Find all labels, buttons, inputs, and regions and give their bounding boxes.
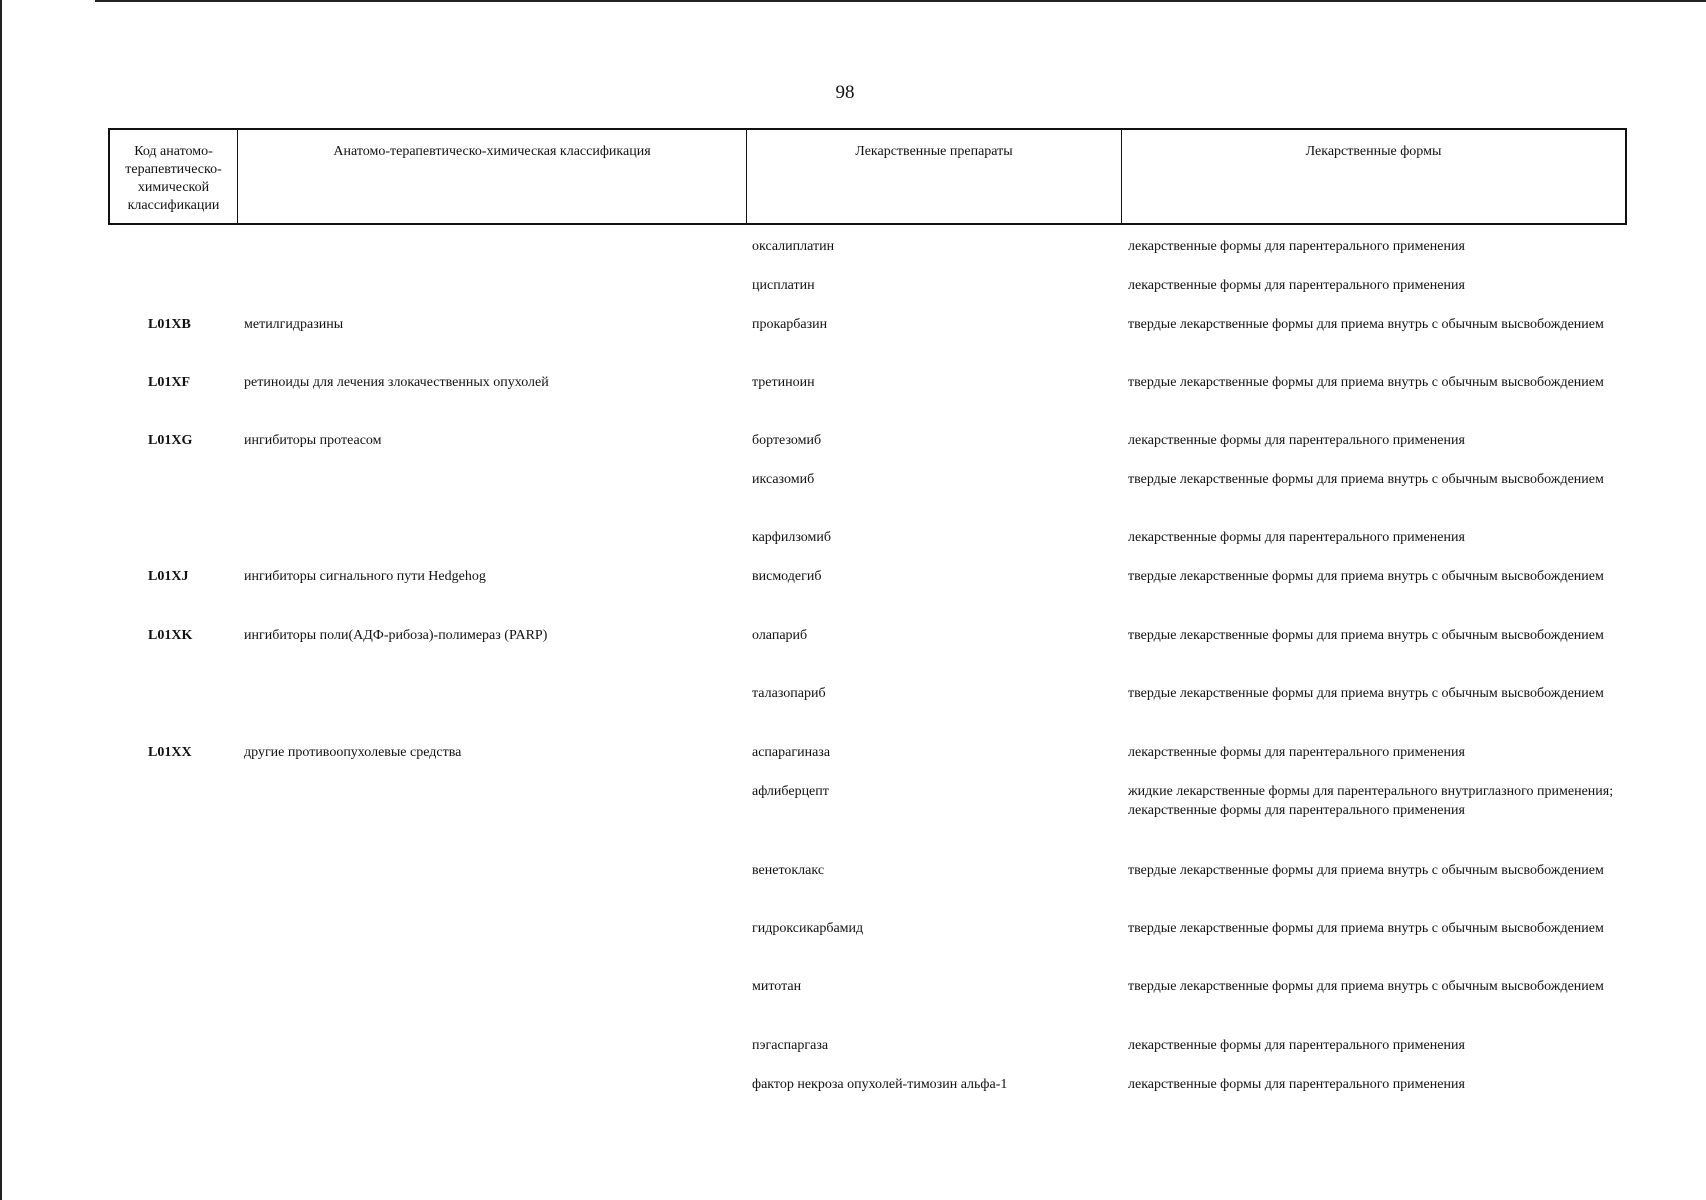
atc-classification: ингибиторы протеасом	[244, 433, 382, 448]
dosage-forms	[1128, 977, 1622, 996]
atc-code: L01XX	[148, 745, 192, 760]
dosage-forms	[1128, 315, 1622, 334]
atc-classification: ингибиторы сигнального пути Hedgehog	[244, 569, 486, 584]
drug-name: бортезомиб	[752, 433, 822, 448]
dosage-forms	[1128, 782, 1622, 820]
dosage-forms	[1128, 528, 1622, 547]
dosage-form-entry: твердые лекарственные формы для приема внутрь с обычным высвобождением	[1128, 375, 1604, 390]
dosage-form-entry: твердые лекарственные формы для приема внутрь с обычным высвобождением	[1128, 317, 1604, 332]
dosage-form-entry: лекарственные формы для парентерального применения	[1128, 530, 1465, 545]
drug-name: пэгаспаргаза	[752, 1038, 829, 1053]
dosage-forms	[1128, 237, 1622, 256]
dosage-form-entry: лекарственные формы для парентерального применения	[1128, 803, 1465, 818]
dosage-forms	[1128, 470, 1622, 489]
drug-name: цисплатин	[752, 278, 815, 293]
dosage-forms	[1128, 567, 1622, 586]
drug-name: митотан	[752, 979, 802, 994]
dosage-forms	[1128, 861, 1622, 880]
drug-name: висмодегиб	[752, 569, 822, 584]
dosage-form-entry: твердые лекарственные формы для приема внутрь с обычным высвобождением	[1128, 979, 1604, 994]
dosage-form-entry: лекарственные формы для парентерального применения	[1128, 278, 1465, 293]
drug-name: фактор некроза опухолей-тимозин альфа-1	[752, 1077, 1008, 1092]
atc-code: L01XG	[148, 433, 193, 448]
dosage-forms	[1128, 743, 1622, 762]
dosage-forms	[1128, 626, 1622, 645]
atc-classification: ингибиторы поли(АДФ-рибоза)-полимераз (PARP)	[244, 628, 548, 643]
atc-classification: ретиноиды для лечения злокачественных опухолей	[244, 375, 549, 390]
header-atc-classification: Анатомо-терапевтическо-химическая классификация	[238, 130, 747, 223]
atc-code: L01XF	[148, 375, 190, 390]
dosage-form-entry: лекарственные формы для парентерального применения	[1128, 1038, 1465, 1053]
dosage-forms	[1128, 276, 1622, 295]
atc-code: L01XK	[148, 628, 193, 643]
page-number: 98	[835, 82, 855, 103]
drug-name: талазопариб	[752, 686, 826, 701]
table-header	[108, 128, 1627, 225]
drug-name: гидроксикарбамид	[752, 921, 864, 936]
dosage-form-entry: твердые лекарственные формы для приема внутрь с обычным высвобождением	[1128, 686, 1604, 701]
dosage-form-entry: жидкие лекарственные формы для парентерального внутриглазного применения;	[1128, 784, 1614, 799]
drug-name: аспарагиназа	[752, 745, 831, 760]
scan-edge-top	[95, 0, 1706, 2]
drug-name: олапариб	[752, 628, 808, 643]
drug-name: карфилзомиб	[752, 530, 832, 545]
dosage-form-entry: лекарственные формы для парентерального применения	[1128, 433, 1465, 448]
atc-code: L01XB	[148, 317, 191, 332]
dosage-forms	[1128, 1075, 1622, 1094]
drug-name: иксазомиб	[752, 472, 815, 487]
dosage-forms	[1128, 373, 1622, 392]
dosage-form-entry: лекарственные формы для парентерального применения	[1128, 239, 1465, 254]
dosage-form-entry: твердые лекарственные формы для приема внутрь с обычным высвобождением	[1128, 628, 1604, 643]
header-drugs: Лекарственные препараты	[747, 130, 1122, 223]
drug-name: третиноин	[752, 375, 815, 390]
drug-name: прокарбазин	[752, 317, 828, 332]
dosage-form-entry: лекарственные формы для парентерального применения	[1128, 1077, 1465, 1092]
atc-code: L01XJ	[148, 569, 189, 584]
dosage-form-entry: лекарственные формы для парентерального применения	[1128, 745, 1465, 760]
atc-classification: метилгидразины	[244, 317, 344, 332]
dosage-form-entry: твердые лекарственные формы для приема внутрь с обычным высвобождением	[1128, 863, 1604, 878]
header-dosage-forms: Лекарственные формы	[1305, 144, 1442, 159]
dosage-forms	[1128, 684, 1622, 703]
scan-edge-left	[0, 0, 2, 1200]
dosage-form-entry: твердые лекарственные формы для приема внутрь с обычным высвобождением	[1128, 921, 1604, 936]
dosage-forms	[1128, 919, 1622, 938]
atc-classification: другие противоопухолевые средства	[244, 745, 462, 760]
drug-name: венетоклакс	[752, 863, 825, 878]
drug-name: оксалиплатин	[752, 239, 835, 254]
dosage-form-entry: твердые лекарственные формы для приема внутрь с обычным высвобождением	[1128, 569, 1604, 584]
drug-name: афлиберцепт	[752, 784, 829, 799]
header-atc-code: Код анатомо-терапевтическо-химической классификации	[110, 130, 238, 223]
dosage-forms	[1128, 431, 1622, 450]
dosage-form-entry: твердые лекарственные формы для приема внутрь с обычным высвобождением	[1128, 472, 1604, 487]
dosage-forms	[1128, 1036, 1622, 1055]
